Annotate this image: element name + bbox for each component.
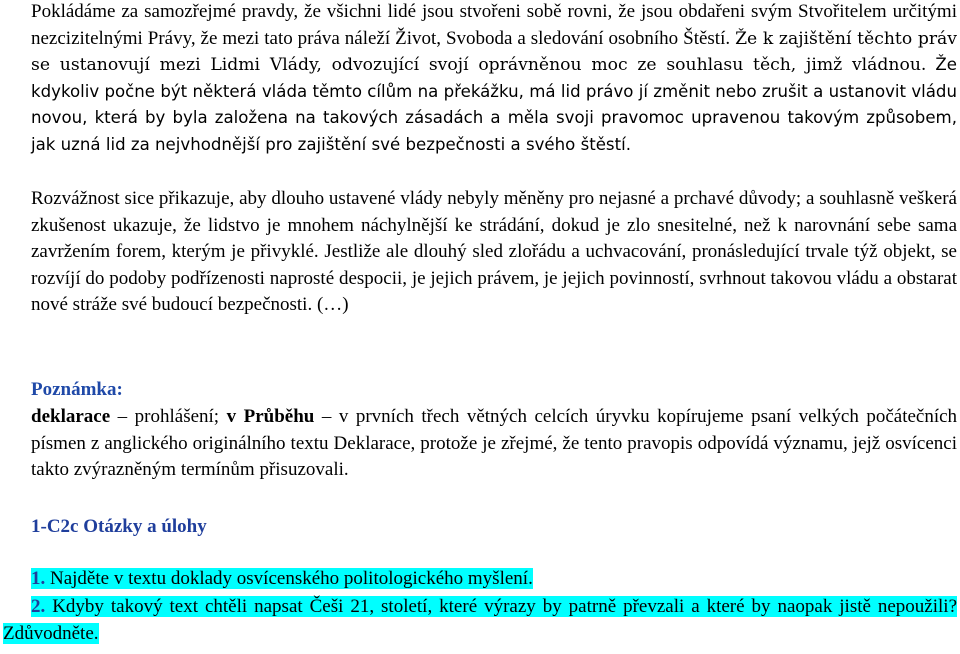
- section-heading: [31, 514, 957, 541]
- note-paragraph: [31, 404, 957, 484]
- quote-sentence-2: Že k zajištění těchto práv se ustanovují mezi Lidmi Vlády, odvozující svojí oprávněnou moc ze souhlasu těch, jimž vládnou.: [31, 28, 957, 76]
- note-term-prubehu: Průběhu: [243, 406, 315, 427]
- question-1-text: Najděte v textu doklady osvícenského politologického myšlení.: [50, 568, 533, 589]
- quote-sentence-1: Pokládáme za samozřejmé pravdy, že všichni lidé jsou stvořeni sobě rovni, že jsou obdařeni svým Stvořitelem určitými nezcizitelnými Právy, že mezi tato práva náleží Život, Svoboda a sledování osobního Štěstí.: [31, 1, 957, 49]
- note-heading: [31, 377, 957, 404]
- quote-paragraph-2: [31, 186, 957, 319]
- question-2: [3, 594, 957, 647]
- note-dash: –: [117, 406, 128, 427]
- note-definition: prohlášení;: [134, 406, 220, 427]
- quote-sentence-3: Že kdykoliv počne být některá vláda těmto cílům na překážku, má lid právo jí změnit nebo zrušit a ustanovit vládu novou, která by byla založena na takových zásadách a měla svoji pravomoc upravenou takovým způsobem, jak uzná lid za nejvhodnější pro zajištění své bezpečnosti a svého štěstí.: [31, 55, 957, 154]
- question-2-number: 2.: [31, 596, 46, 617]
- note-term-deklarace: deklarace: [31, 406, 111, 427]
- question-2-text: Kdyby takový text chtěli napsat Češi 21, století, které výrazy by patrně převzali a které by naopak jistě nepoužili? Zdůvodněte.: [3, 596, 958, 644]
- section-title: 1-C2c Otázky a úlohy: [31, 516, 207, 537]
- quote-paragraph-1: [31, 0, 957, 159]
- note-rest: v prvních třech větných celcích úryvku kopírujeme psaní velkých počátečních písmen z anglického originálního textu Deklarace, protože je zřejmé, že tento pravopis odpovídá významu, jejž osvícenci takto zvýrazněným termínům přisuzovali.: [31, 406, 958, 481]
- note-v: v: [226, 406, 237, 427]
- question-1: [31, 566, 957, 593]
- note-label: Poznámka:: [31, 379, 123, 400]
- question-1-number: 1.: [31, 568, 46, 589]
- note-dash-2: –: [321, 406, 332, 427]
- quote-paragraph-2-text: Rozvážnost sice přikazuje, aby dlouho ustavené vlády nebyly měněny pro nejasné a prchavé důvody; a souhlasně veškerá zkušenost ukazuje, že lidstvo je mnohem náchylnější ke strádání, dokud je zlo snesitelné, než k narovnání sebe sama zavržením forem, kterým je přivyklé. Jestliže ale dlouhý sled zlořádu a uchvacování, pronásledující trvale týž objekt, se rozvíjí do podoby podřízenosti naprosté despocii, je jejich právem, je jejich povinností, svrhnout takovou vládu a obstarat nové stráže své budoucí bezpečnosti. (…): [31, 188, 957, 316]
